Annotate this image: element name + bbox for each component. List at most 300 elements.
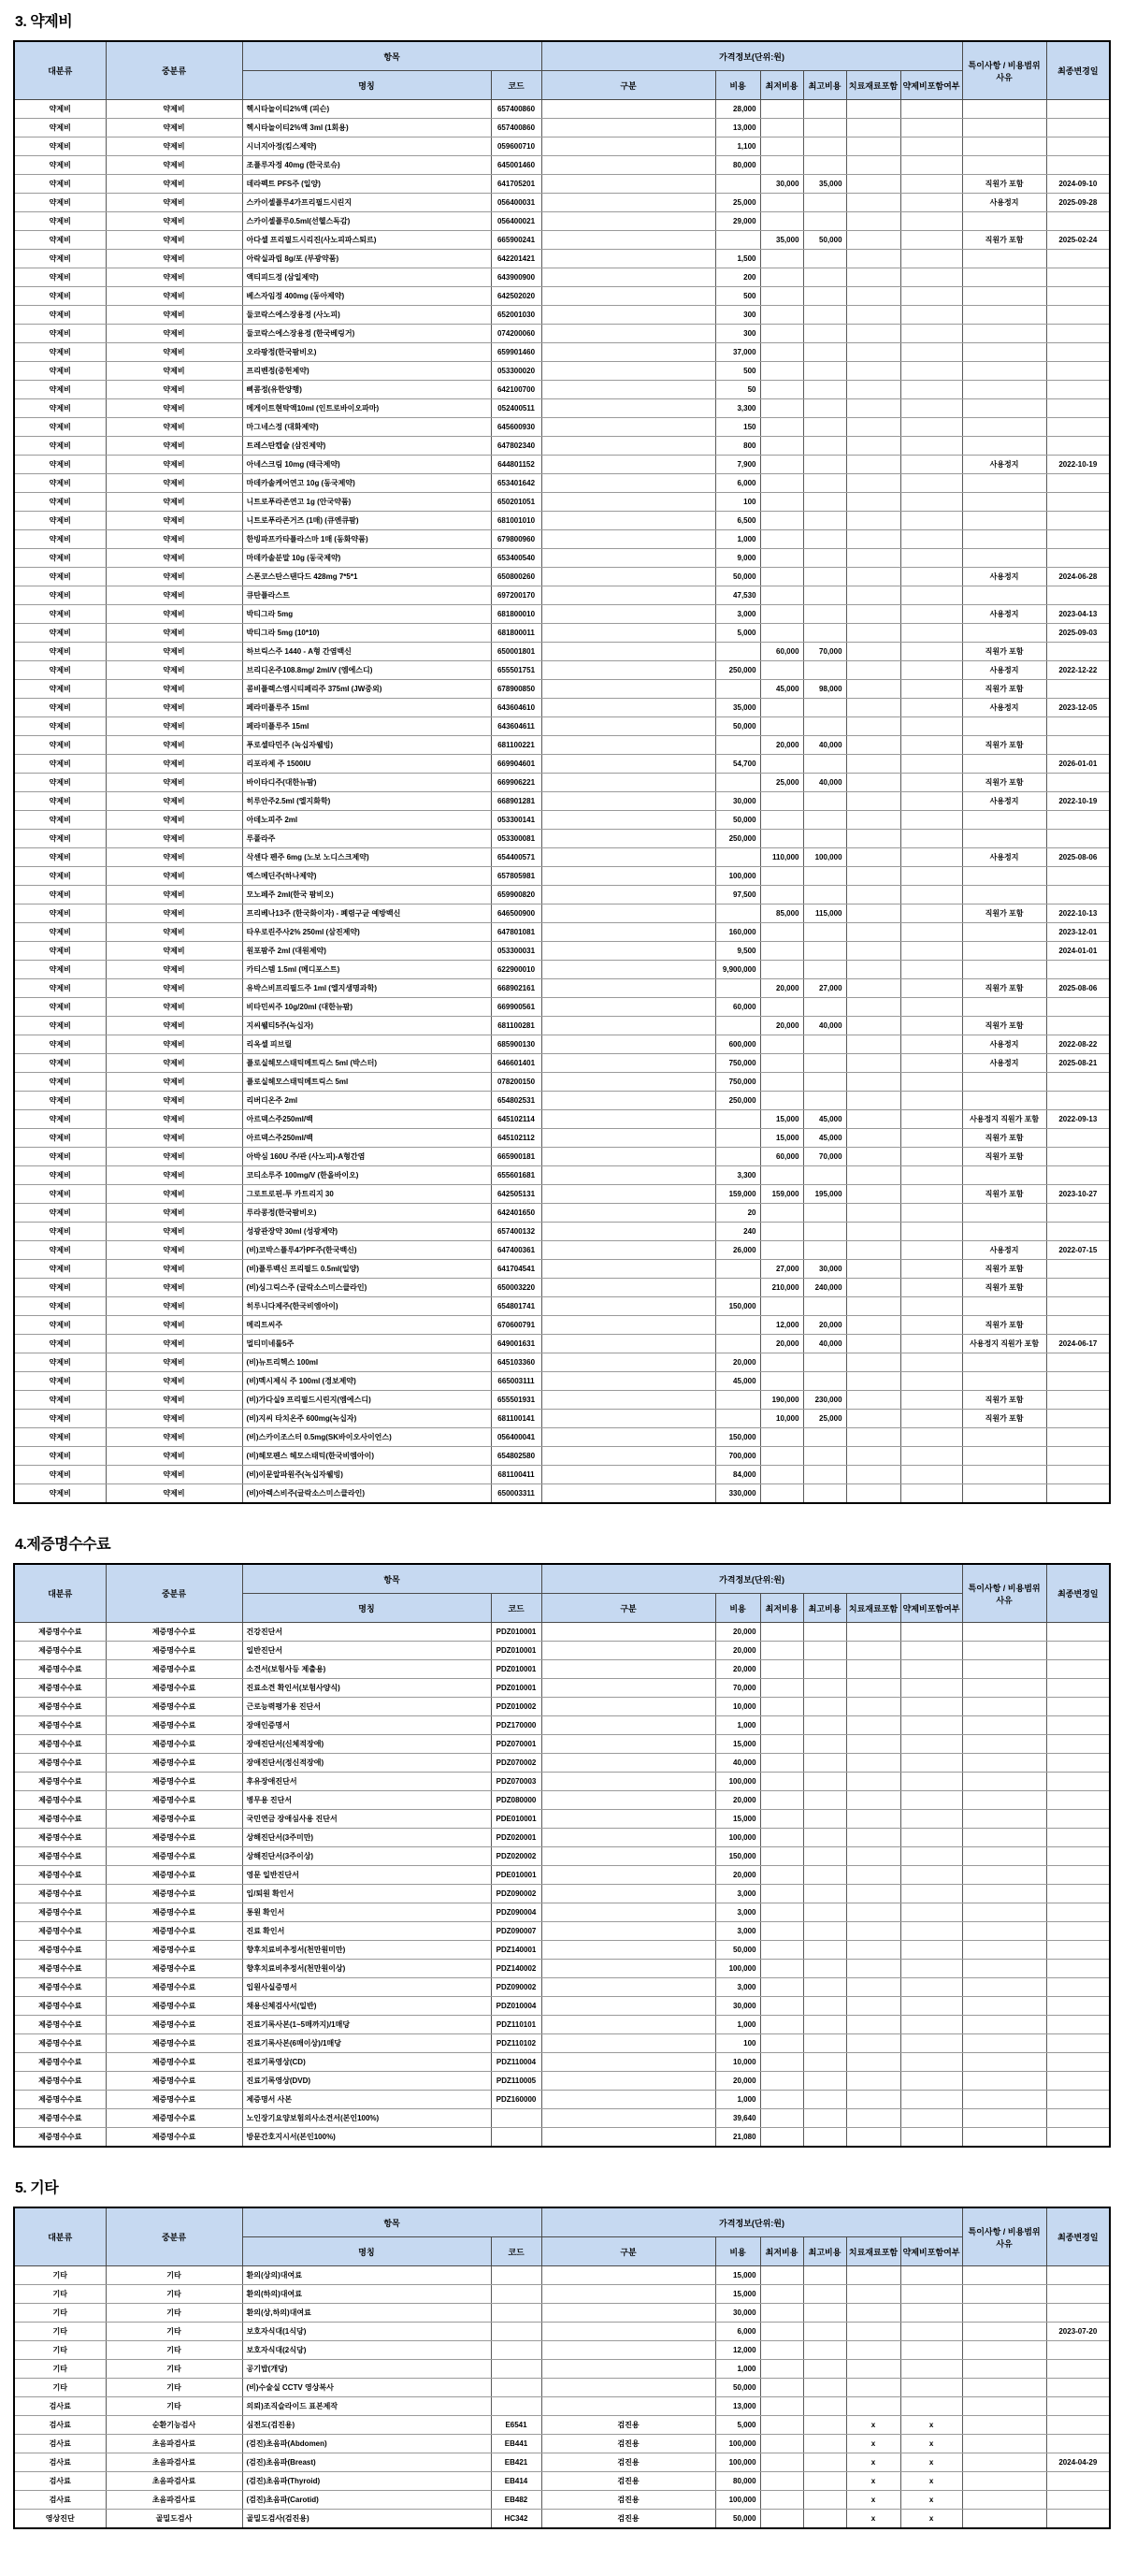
cell-last-changed: 2025-08-06 [1046,979,1110,998]
cell-item-name: (검진)초음파(Thyroid) [242,2472,491,2491]
cell-category-major: 약제비 [14,530,106,549]
cell-note: 직원가 포함 [962,979,1046,998]
cell-cost: 5,000 [715,624,760,643]
col-subheader: 코드 [491,2237,541,2266]
cell-max-cost [803,456,846,474]
cell-drug-included [900,100,962,119]
cell-max-cost [803,755,846,774]
cell-last-changed [1046,2379,1110,2397]
cell-drug-included: x [900,2435,962,2453]
cell-cost: 150,000 [715,1297,760,1316]
cell-category-major: 검사료 [14,2416,106,2435]
cell-gubun [541,2379,715,2397]
cell-last-changed [1046,493,1110,512]
cell-min-cost: 20,000 [760,1017,803,1035]
cell-category-middle: 약제비 [106,942,242,961]
cell-gubun [541,1428,715,1447]
cell-item-code: 668902161 [491,979,541,998]
cell-category-major: 제증명수수료 [14,1997,106,2016]
cell-max-cost [803,1623,846,1642]
cell-category-major: 제증명수수료 [14,1885,106,1903]
cell-max-cost: 20,000 [803,1316,846,1335]
cell-material-included: x [846,2491,900,2510]
cell-last-changed: 2025-09-03 [1046,624,1110,643]
cell-item-name: 근로능력평가용 진단서 [242,1698,491,1716]
cell-gubun [541,381,715,399]
cell-item-name: 콤비플렉스엠시티페리주 375ml (JW중외) [242,680,491,699]
cell-cost: 97,500 [715,886,760,904]
cell-cost [715,1316,760,1335]
cell-item-code: 056400041 [491,1428,541,1447]
cell-material-included [846,2109,900,2128]
cell-max-cost [803,1997,846,2016]
cell-item-code: PDZ070002 [491,1754,541,1773]
cell-item-code: 056400031 [491,194,541,212]
cell-drug-included [900,306,962,325]
cell-item-name: 스폰코스탄스탠다드 428mg 7*5*1 [242,568,491,586]
table-row [14,1997,1110,2016]
cell-max-cost [803,381,846,399]
cell-category-major: 약제비 [14,175,106,194]
cell-category-major: 약제비 [14,792,106,811]
cell-max-cost [803,156,846,175]
cell-max-cost [803,1847,846,1866]
cell-material-included [846,1847,900,1866]
cell-min-cost [760,1484,803,1504]
table-row [14,1829,1110,1847]
cell-item-code: 655501931 [491,1391,541,1410]
cell-cost: 29,000 [715,212,760,231]
cell-material-included [846,923,900,942]
cell-category-major: 약제비 [14,1223,106,1241]
cell-last-changed [1046,1623,1110,1642]
cell-gubun [541,1129,715,1148]
cell-max-cost [803,343,846,362]
cell-max-cost [803,474,846,493]
cell-min-cost [760,1735,803,1754]
cell-max-cost: 30,000 [803,1260,846,1279]
cell-last-changed [1046,1754,1110,1773]
cell-max-cost [803,100,846,119]
cell-last-changed [1046,1017,1110,1035]
cell-min-cost: 27,000 [760,1260,803,1279]
cell-last-changed: 2024-06-28 [1046,568,1110,586]
cell-category-middle: 제증명수수료 [106,1679,242,1698]
cell-last-changed [1046,1773,1110,1791]
cell-category-middle: 기타 [106,2285,242,2304]
table-row [14,1110,1110,1129]
cell-last-changed [1046,1903,1110,1922]
cell-drug-included [900,2285,962,2304]
cell-item-code: 657400132 [491,1223,541,1241]
cell-min-cost [760,2304,803,2323]
cell-item-name: 모노페주 2ml(한국 팜비오) [242,886,491,904]
cell-last-changed [1046,586,1110,605]
cell-cost: 1,000 [715,2091,760,2109]
cell-category-middle: 약제비 [106,792,242,811]
cell-category-middle: 제증명수수료 [106,1866,242,1885]
cell-min-cost: 159,000 [760,1185,803,1204]
cell-min-cost [760,2053,803,2072]
section-title: 4.제증명수수료 [15,1537,111,1553]
cell-category-middle: 약제비 [106,1447,242,1466]
cell-material-included [846,1185,900,1204]
cell-item-name: 삭센다 펜주 6mg (노보 노디스크제약) [242,848,491,867]
cell-min-cost: 210,000 [760,1279,803,1297]
cell-material-included [846,811,900,830]
cell-cost: 50,000 [715,568,760,586]
cell-note [962,549,1046,568]
cell-item-code: 642401650 [491,1204,541,1223]
cell-last-changed: 2024-04-29 [1046,2453,1110,2472]
cell-note [962,2072,1046,2091]
cell-category-middle: 제증명수수료 [106,1716,242,1735]
cell-drug-included [900,1391,962,1410]
cell-cost: 15,000 [715,1810,760,1829]
cell-min-cost: 20,000 [760,736,803,755]
col-header: 특이사항 / 비용범위사유 [962,1564,1046,1623]
cell-category-major: 제증명수수료 [14,1978,106,1997]
cell-category-middle: 기타 [106,2304,242,2323]
cell-cost: 1,000 [715,1716,760,1735]
cell-item-name: (비)스카이조스터 0.5mg(SK바이오사이언스) [242,1428,491,1447]
cell-cost: 50,000 [715,2510,760,2529]
cell-cost: 13,000 [715,2397,760,2416]
cell-category-major: 검사료 [14,2453,106,2472]
cell-item-code: 646601401 [491,1054,541,1073]
cell-item-name: 진료기록사본(1~5매까지)/1매당 [242,2016,491,2034]
cell-category-major: 약제비 [14,1335,106,1353]
cell-category-middle: 약제비 [106,119,242,137]
cell-cost: 160,000 [715,923,760,942]
cell-gubun [541,137,715,156]
col-subheader: 구분 [541,71,715,100]
cell-category-major: 약제비 [14,998,106,1017]
cell-item-code: 655501751 [491,661,541,680]
cell-max-cost [803,2397,846,2416]
cell-item-code: 642100700 [491,381,541,399]
cell-last-changed [1046,1810,1110,1829]
cell-category-middle: 약제비 [106,1391,242,1410]
cell-gubun [541,568,715,586]
cell-material-included [846,1204,900,1223]
table-row [14,1660,1110,1679]
cell-drug-included [900,661,962,680]
cell-last-changed [1046,2109,1110,2128]
table-row [14,418,1110,437]
cell-last-changed: 2025-08-06 [1046,848,1110,867]
cell-gubun [541,456,715,474]
cell-gubun [541,1679,715,1698]
cell-category-middle: 약제비 [106,194,242,212]
col-subheader: 명칭 [242,1594,491,1623]
cell-min-cost [760,1092,803,1110]
table-row [14,811,1110,830]
cell-drug-included [900,268,962,287]
col-subheader: 최저비용 [760,71,803,100]
cell-category-middle: 약제비 [106,1241,242,1260]
cell-item-code: 078200150 [491,1073,541,1092]
cell-max-cost: 70,000 [803,1148,846,1166]
cell-category-major: 약제비 [14,549,106,568]
cell-last-changed [1046,437,1110,456]
cell-note [962,1166,1046,1185]
cell-note [962,942,1046,961]
cell-cost [715,1129,760,1148]
cell-last-changed [1046,2472,1110,2491]
cell-min-cost [760,2266,803,2285]
cell-min-cost [760,250,803,268]
cell-gubun [541,1660,715,1679]
table-row [14,605,1110,624]
cell-item-name: 플로실헤모스태틱메트릭스 5ml [242,1073,491,1092]
cell-category-middle: 약제비 [106,830,242,848]
cell-item-name: 한빙파프카타플라스마 1매 (동화약품) [242,530,491,549]
cell-last-changed [1046,1166,1110,1185]
cell-category-middle: 약제비 [106,1223,242,1241]
cell-category-major: 제증명수수료 [14,1903,106,1922]
cell-material-included [846,212,900,231]
table-row [14,381,1110,399]
cell-category-major: 기타 [14,2304,106,2323]
cell-note [962,2416,1046,2435]
cell-cost: 100,000 [715,1773,760,1791]
table-row [14,643,1110,661]
cell-material-included [846,867,900,886]
cell-max-cost [803,194,846,212]
cell-item-name: 오라팡정(한국팜비오) [242,343,491,362]
cell-category-major: 제증명수수료 [14,1829,106,1847]
cell-note [962,2341,1046,2360]
cell-note: 사용정지 [962,1054,1046,1073]
cell-drug-included [900,774,962,792]
cell-max-cost [803,1735,846,1754]
cell-item-name: 둘코락스에스장용정 (사노피) [242,306,491,325]
cell-cost: 159,000 [715,1185,760,1204]
cell-category-middle: 약제비 [106,1466,242,1484]
cell-item-name: 브리디온주108.8mg/ 2ml/V (엠에스디) [242,661,491,680]
cell-max-cost: 50,000 [803,231,846,250]
cell-category-major: 약제비 [14,1279,106,1297]
cell-drug-included [900,979,962,998]
cell-drug-included [900,549,962,568]
cell-material-included [846,830,900,848]
cell-last-changed [1046,1484,1110,1504]
cell-category-middle: 약제비 [106,643,242,661]
col-subheader: 치료재료포함 [846,1594,900,1623]
cell-max-cost [803,493,846,512]
cell-gubun [541,2128,715,2148]
cell-cost: 500 [715,287,760,306]
cell-category-major: 제증명수수료 [14,1660,106,1679]
cell-max-cost [803,1092,846,1110]
table-row [14,2304,1110,2323]
cell-item-code: EB441 [491,2435,541,2453]
cell-last-changed [1046,2072,1110,2091]
cell-material-included [846,661,900,680]
cell-max-cost: 45,000 [803,1129,846,1148]
table-row [14,1716,1110,1735]
cell-max-cost: 45,000 [803,1110,846,1129]
cell-gubun [541,474,715,493]
cell-category-major: 기타 [14,2323,106,2341]
cell-note: 사용정지 [962,661,1046,680]
cell-item-code: PDZ170000 [491,1716,541,1735]
cell-gubun [541,2109,715,2128]
cell-drug-included [900,2072,962,2091]
cell-gubun [541,1279,715,1297]
cell-note [962,1773,1046,1791]
cell-gubun [541,1810,715,1829]
cell-material-included [846,1035,900,1054]
cell-item-code: 665900181 [491,1148,541,1166]
cell-item-code: 642201421 [491,250,541,268]
cell-cost: 20,000 [715,1642,760,1660]
cell-gubun [541,2034,715,2053]
cell-last-changed [1046,736,1110,755]
cell-max-cost [803,119,846,137]
cell-category-major: 제증명수수료 [14,1941,106,1960]
cell-note [962,1660,1046,1679]
cell-cost: 100,000 [715,2435,760,2453]
cell-category-middle: 기타 [106,2397,242,2416]
cell-note [962,2266,1046,2285]
cell-note [962,1903,1046,1922]
cell-item-code: EB421 [491,2453,541,2472]
cell-category-major: 약제비 [14,399,106,418]
cell-category-middle: 제증명수수료 [106,1698,242,1716]
cell-category-middle: 약제비 [106,961,242,979]
cell-max-cost [803,1791,846,1810]
cell-material-included [846,1166,900,1185]
cell-cost [715,904,760,923]
cell-drug-included [900,2379,962,2397]
cell-gubun [541,923,715,942]
cell-note [962,1941,1046,1960]
cell-last-changed [1046,1716,1110,1735]
cell-item-name: 멀티미네룰5주 [242,1335,491,1353]
cell-last-changed [1046,1679,1110,1698]
cell-category-major: 약제비 [14,661,106,680]
cell-category-major: 제증명수수료 [14,1847,106,1866]
cell-min-cost [760,2016,803,2034]
table-row [14,268,1110,287]
cell-max-cost [803,1204,846,1223]
cell-category-middle: 약제비 [106,624,242,643]
cell-item-code: 685900130 [491,1035,541,1054]
cell-last-changed [1046,2435,1110,2453]
cell-gubun [541,2360,715,2379]
cell-max-cost [803,1773,846,1791]
cell-item-name: 보호자식대(2식당) [242,2341,491,2360]
cell-item-name: 니트로푸라존연고 1g (안국약품) [242,493,491,512]
cell-item-name: (비)코박스플루4가PF주(한국백신) [242,1241,491,1260]
cell-cost [715,1260,760,1279]
cell-item-name: 후유장애진단서 [242,1773,491,1791]
cell-item-code: 657400860 [491,119,541,137]
cell-item-name: 소견서(보험사등 제출용) [242,1660,491,1679]
cell-gubun [541,643,715,661]
cell-last-changed: 2023-12-01 [1046,923,1110,942]
cell-category-middle: 약제비 [106,1148,242,1166]
cell-drug-included [900,1372,962,1391]
table-row [14,1297,1110,1316]
cell-gubun [541,512,715,530]
cell-item-code: 647802340 [491,437,541,456]
cell-item-code: 650001801 [491,643,541,661]
cell-item-name: 진료기록영상(CD) [242,2053,491,2072]
cell-category-middle: 제증명수수료 [106,1754,242,1773]
cell-item-code: 053300020 [491,362,541,381]
cell-category-middle: 제증명수수료 [106,1773,242,1791]
cell-max-cost [803,605,846,624]
cell-cost [715,643,760,661]
cell-drug-included [900,1110,962,1129]
cell-item-name: 일반진단서 [242,1642,491,1660]
cell-min-cost [760,1698,803,1716]
cell-category-middle: 약제비 [106,493,242,512]
cell-item-name: 헥시타놀이티2%액 3ml (1회용) [242,119,491,137]
cell-gubun [541,1484,715,1504]
cell-material-included [846,1623,900,1642]
cell-gubun [541,1054,715,1073]
cell-gubun [541,437,715,456]
table-row [14,1316,1110,1335]
cell-category-middle: 약제비 [106,231,242,250]
cell-item-code: 697200170 [491,586,541,605]
cell-last-changed [1046,1941,1110,1960]
cell-material-included [846,755,900,774]
cell-material-included [846,736,900,755]
cell-category-middle: 제증명수수료 [106,1847,242,1866]
cell-last-changed [1046,530,1110,549]
table-row [14,1353,1110,1372]
cell-min-cost: 45,000 [760,680,803,699]
cell-drug-included [900,1223,962,1241]
cell-category-middle: 약제비 [106,699,242,717]
col-subheader: 명칭 [242,2237,491,2266]
cell-cost [715,680,760,699]
cell-item-code: PDZ020001 [491,1829,541,1847]
cell-max-cost [803,699,846,717]
cell-drug-included [900,2323,962,2341]
cell-material-included [846,362,900,381]
cell-category-middle: 약제비 [106,306,242,325]
cell-gubun [541,2053,715,2072]
cell-min-cost [760,1773,803,1791]
cell-category-middle: 약제비 [106,1335,242,1353]
cell-note [962,399,1046,418]
cell-category-middle: 약제비 [106,137,242,156]
cell-drug-included [900,886,962,904]
cell-note [962,250,1046,268]
cell-note [962,2397,1046,2416]
table-row [14,2266,1110,2285]
cell-drug-included [900,418,962,437]
cell-drug-included [900,1810,962,1829]
cell-max-cost [803,2341,846,2360]
table-row [14,923,1110,942]
cell-category-middle: 약제비 [106,586,242,605]
cell-item-code: 647400361 [491,1241,541,1260]
cell-category-major: 약제비 [14,343,106,362]
cell-category-middle: 초음파검사료 [106,2453,242,2472]
cell-cost: 40,000 [715,1754,760,1773]
cell-gubun [541,2341,715,2360]
cell-material-included [846,1092,900,1110]
cell-category-middle: 약제비 [106,755,242,774]
cell-min-cost [760,1997,803,2016]
